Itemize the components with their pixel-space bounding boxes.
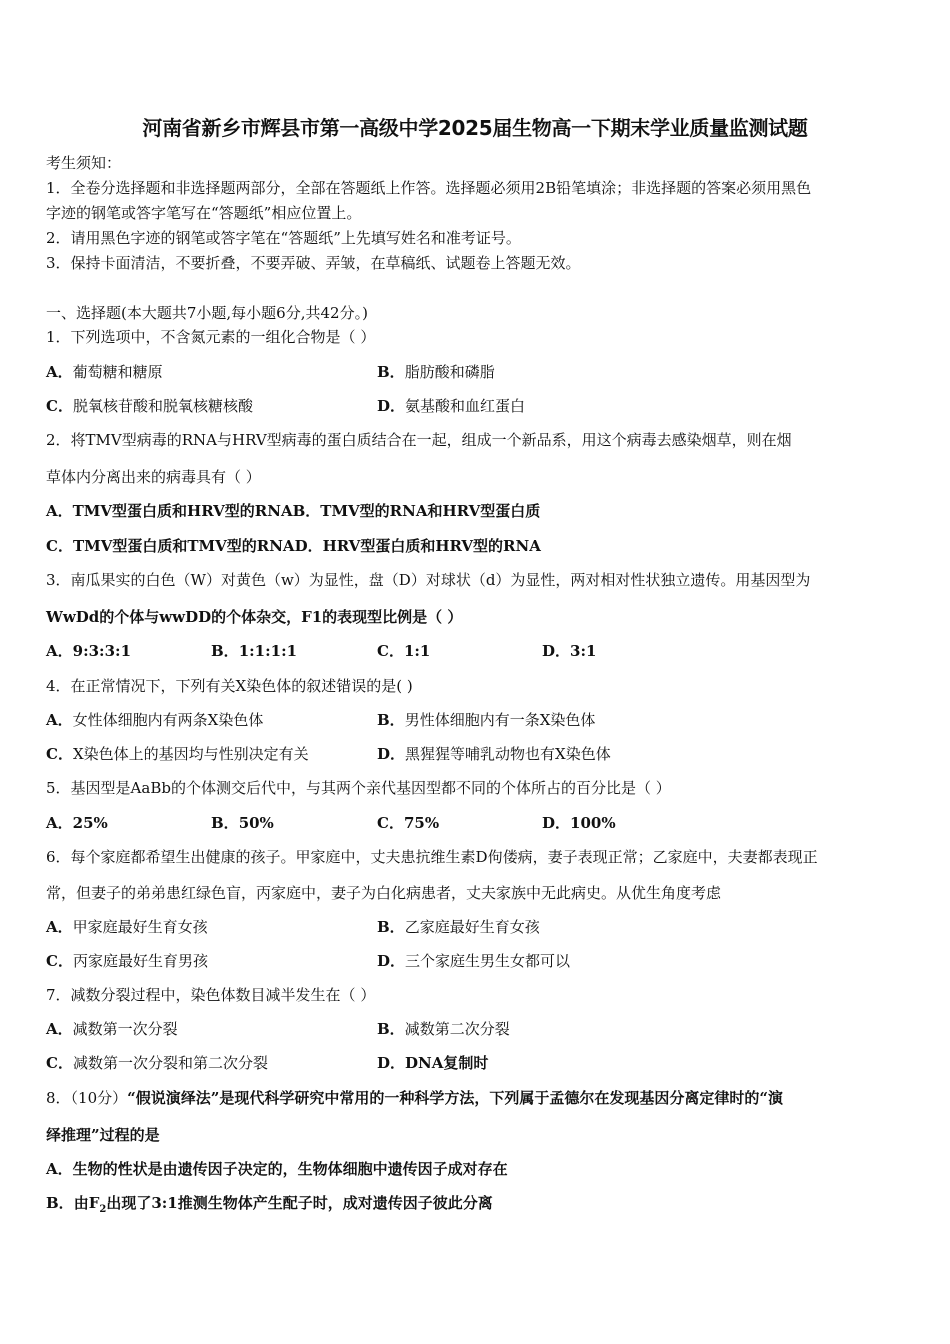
q7-option-d[interactable]: D．DNA复制时 [377, 1054, 489, 1072]
page-title: 河南省新乡市辉县市第一高级中学2025届生物高一下期末学业质量监测试题 [142, 116, 808, 140]
q4-option-b[interactable]: B．男性体细胞内有一条X染色体 [377, 711, 596, 729]
q1-option-d[interactable]: D．氨基酸和血红蛋白 [377, 397, 526, 415]
notice-item-3: 3．保持卡面清洁，不要折叠，不要弄破、弄皱，在草稿纸、试题卷上答题无效。 [46, 254, 581, 272]
q7-option-c[interactable]: C．减数第一次分裂和第二次分裂 [46, 1054, 268, 1072]
question-2-stem-cont: 草体内分离出来的病毒具有（ ） [46, 468, 261, 486]
question-8-stem [46, 1087, 783, 1108]
question-6-stem-cont: 常，但妻子的弟弟患红绿色盲，丙家庭中，妻子为白化病患者，丈夫家族中无此病史。从优生角度考虑 [46, 884, 722, 902]
q6-option-c[interactable]: C．丙家庭最好生育男孩 [46, 952, 208, 970]
q5-option-c[interactable]: C．75% [377, 814, 440, 832]
question-3-stem-cont: WwDd的个体与wwDD的个体杂交，F1的表现型比例是（ ） [46, 608, 463, 626]
q1-option-c[interactable]: C．脱氧核苷酸和脱氧核糖核酸 [46, 397, 253, 415]
q4-option-d[interactable]: D．黑猩猩等哺乳动物也有X染色体 [377, 745, 611, 763]
q5-option-d[interactable]: D．100% [542, 814, 616, 832]
question-4-stem: 4．在正常情况下，下列有关X染色体的叙述错误的是( ) [46, 677, 413, 695]
notice-heading: 考生须知： [46, 154, 122, 172]
question-6-stem: 6．每个家庭都希望生出健康的孩子。甲家庭中，丈夫患抗维生素D佝偻病，妻子表现正常；乙家庭中，夫妻都表现正 [46, 848, 818, 866]
q1-option-a[interactable]: A．葡萄糖和糖原 [46, 363, 163, 381]
question-7-stem: 7．减数分裂过程中，染色体数目减半发生在（ ） [46, 986, 376, 1004]
q3-option-c[interactable]: C．1:1 [377, 642, 431, 660]
question-1-stem: 1．下列选项中，不含氮元素的一组化合物是（ ） [46, 328, 376, 346]
question-3-stem: 3．南瓜果实的白色（W）对黄色（w）为显性，盘（D）对球状（d）为显性，两对相对性状独立遗传。用基因型为 [46, 571, 811, 589]
question-8-stem-cont: 绎推理”过程的是 [46, 1126, 160, 1144]
q5-option-b[interactable]: B．50% [211, 814, 274, 832]
notice-item-1-cont: 字迹的钢笔或答字笔写在“答题纸”相应位置上。 [46, 204, 362, 222]
q6-option-a[interactable]: A．甲家庭最好生育女孩 [46, 918, 208, 936]
q6-option-d[interactable]: D．三个家庭生男生女都可以 [377, 952, 571, 970]
q4-option-c[interactable]: C．X染色体上的基因均与性别决定有关 [46, 745, 309, 763]
q7-option-a[interactable]: A．减数第一次分裂 [46, 1020, 178, 1038]
q3-option-b[interactable]: B．1:1:1:1 [211, 642, 298, 660]
q3-option-d[interactable]: D．3:1 [542, 642, 597, 660]
question-8-text: “假说演绎法”是现代科学研究中常用的一种科学方法，下列属于孟德尔在发现基因分离定律时的“演 [127, 1089, 784, 1107]
q2-options-ab[interactable]: A．TMV型蛋白质和HRV型的RNAB．TMV型的RNA和HRV型蛋白质 [46, 502, 541, 520]
q1-option-b[interactable]: B．脂肪酸和磷脂 [377, 363, 495, 381]
notice-item-2: 2．请用黑色字迹的钢笔或答字笔在“答题纸”上先填写姓名和准考证号。 [46, 229, 521, 247]
q5-option-a[interactable]: A．25% [46, 814, 108, 832]
q8-option-a[interactable]: A．生物的性状是由遗传因子决定的，生物体细胞中遗传因子成对存在 [46, 1160, 508, 1178]
q7-option-b[interactable]: B．减数第二次分裂 [377, 1020, 510, 1038]
q6-option-b[interactable]: B．乙家庭最好生育女孩 [377, 918, 540, 936]
question-2-stem: 2．将TMV型病毒的RNA与HRV型病毒的蛋白质结合在一起，组成一个新品系，用这个病毒去感染烟草，则在烟 [46, 431, 792, 449]
q8-option-b[interactable]: B．由$F_2$出现了3:1推测生物体产生配子时，成对遗传因子彼此分离 [46, 1194, 493, 1215]
q2-options-cd[interactable]: C．TMV型蛋白质和TMV型的RNAD．HRV型蛋白质和HRV型的RNA [46, 537, 541, 555]
section-heading: 一、选择题(本大题共7小题,每小题6分,共42分。) [46, 304, 368, 322]
q3-option-a[interactable]: A．9:3:3:1 [46, 642, 131, 660]
question-5-stem: 5．基因型是AaBb的个体测交后代中，与其两个亲代基因型都不同的个体所占的百分比是（ ） [46, 779, 671, 797]
q4-option-a[interactable]: A．女性体细胞内有两条X染色体 [46, 711, 264, 729]
question-8-number: 8．（10分） [46, 1089, 128, 1107]
notice-item-1: 1．全卷分选择题和非选择题两部分，全部在答题纸上作答。选择题必须用2B铅笔填涂；非选择题的答案必须用黑色 [46, 179, 812, 197]
